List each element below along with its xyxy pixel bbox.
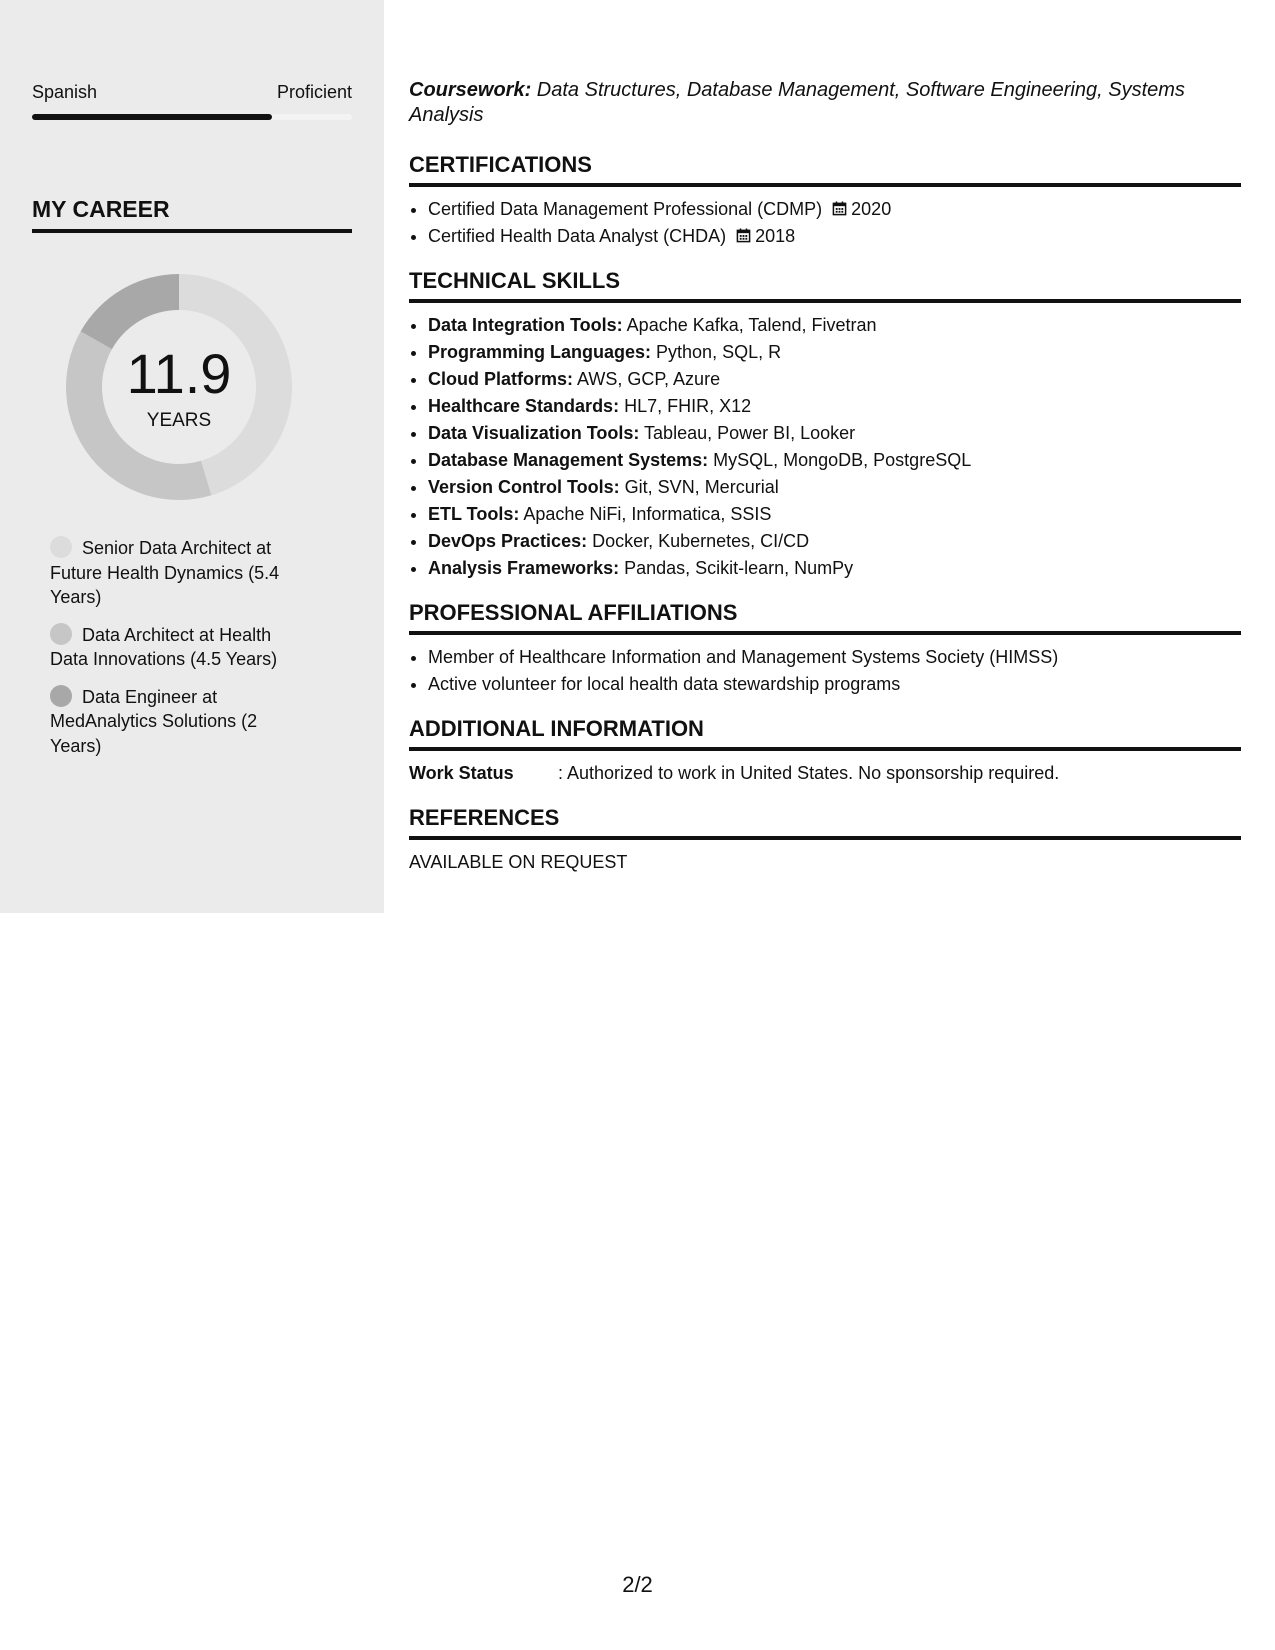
language-level: Proficient [276, 82, 352, 102]
language-row [32, 82, 352, 106]
skill-label: Programming Languages: [428, 342, 652, 362]
skill-item [428, 501, 1241, 528]
certification-year: 2020 [851, 199, 892, 219]
skill-item [428, 393, 1241, 420]
skill-value: Python, SQL, R [651, 342, 782, 362]
language-name: Spanish [32, 82, 98, 102]
additional-info-heading: ADDITIONAL INFORMATION [409, 716, 1241, 751]
sidebar [0, 0, 384, 913]
skill-label: DevOps Practices: [428, 531, 588, 551]
coursework-label: Coursework: [409, 79, 532, 101]
donut-segment [81, 274, 179, 349]
skill-value: Tableau, Power BI, Looker [639, 423, 856, 443]
career-list [50, 536, 300, 771]
skill-item [428, 555, 1241, 582]
calendar-icon [736, 228, 751, 243]
main-content [409, 78, 1241, 876]
career-item [50, 685, 300, 759]
skill-item [428, 528, 1241, 555]
skill-value: Docker, Kubernetes, CI/CD [587, 531, 810, 551]
career-legend-dot [50, 685, 72, 707]
coursework [409, 78, 1241, 128]
career-total-unit: YEARS [146, 410, 212, 431]
skill-label: ETL Tools: [428, 504, 520, 524]
language-proficiency-bar [32, 114, 352, 120]
skill-item [428, 447, 1241, 474]
references-text: AVAILABLE ON REQUEST [409, 852, 628, 872]
coursework-text: Data Structures, Database Management, Software Engineering, Systems Analysis [409, 79, 1185, 126]
skill-item [428, 366, 1241, 393]
skill-label: Cloud Platforms: [428, 369, 574, 389]
affiliations-list [409, 644, 1241, 698]
skill-label: Data Integration Tools: [428, 315, 623, 335]
calendar-icon [832, 201, 847, 216]
affiliation-item: • Member of Healthcare Information and Management Systems Society (HIMSS) [428, 644, 1241, 671]
certifications-heading: CERTIFICATIONS [409, 152, 1241, 187]
career-item [50, 536, 300, 610]
language-proficiency-fill [32, 114, 272, 120]
certification-item [428, 196, 1241, 223]
skill-value: HL7, FHIR, X12 [619, 396, 752, 416]
work-status-value: : Authorized to work in United States. No sponsorship required. [558, 763, 1060, 783]
career-item-text: Senior Data Architect at Future Health Dynamics (5.4 Years) [50, 538, 280, 607]
work-status-row [409, 760, 1241, 787]
skill-label: Version Control Tools: [428, 477, 620, 497]
certification-year: 2018 [755, 226, 796, 246]
career-item-text: Data Architect at Health Data Innovations (4.5 Years) [50, 624, 278, 669]
certification-name: Certified Data Management Professional (CDMP) [428, 199, 823, 219]
affiliation-item: • Active volunteer for local health data stewardship programs [428, 671, 1241, 698]
certification-name: Certified Health Data Analyst (CHDA) [428, 226, 727, 246]
work-status-label: Work Status [409, 763, 514, 783]
skill-item [428, 474, 1241, 501]
career-item-text: Data Engineer at MedAnalytics Solutions (2 Years) [50, 686, 258, 756]
affiliations-heading: PROFESSIONAL AFFILIATIONS [409, 600, 1241, 635]
skill-value: Apache NiFi, Informatica, SSIS [519, 504, 772, 524]
technical-skills-heading: TECHNICAL SKILLS [409, 268, 1241, 303]
skill-value: Pandas, Scikit-learn, NumPy [619, 558, 854, 578]
career-legend-dot [50, 623, 72, 645]
skill-value: AWS, GCP, Azure [573, 369, 721, 389]
certification-item [428, 223, 1241, 250]
skill-value: Git, SVN, Mercurial [619, 477, 779, 497]
career-total-years: 11.9 [126, 342, 232, 405]
skill-value: Apache Kafka, Talend, Fivetran [622, 315, 877, 335]
skill-item [428, 339, 1241, 366]
career-legend-dot [50, 536, 72, 558]
certifications-list [409, 196, 1241, 250]
technical-skills-list [409, 312, 1241, 582]
career-item [50, 623, 300, 672]
references-heading: REFERENCES [409, 805, 1241, 840]
page-number: 2/2 [622, 1572, 653, 1597]
skill-item [428, 312, 1241, 339]
career-heading: MY CAREER [32, 196, 352, 233]
skill-label: Data Visualization Tools: [428, 423, 640, 443]
skill-label: Analysis Frameworks: [428, 558, 620, 578]
skill-value: MySQL, MongoDB, PostgreSQL [708, 450, 972, 470]
career-donut-chart [66, 274, 292, 500]
skill-item [428, 420, 1241, 447]
skill-label: Database Management Systems: [428, 450, 709, 470]
skill-label: Healthcare Standards: [428, 396, 620, 416]
